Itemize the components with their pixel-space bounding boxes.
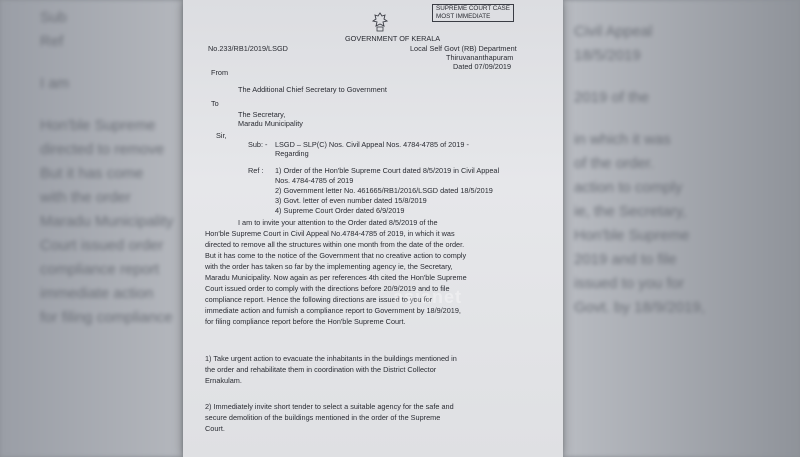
background-text-line: ie, the Secretary, <box>574 203 687 220</box>
to-label: To <box>211 99 219 108</box>
reference-item: 2) Government letter No. 461665/RB1/2016/LSGD dated 18/5/2019 <box>275 186 493 195</box>
direction-line: 2) Immediately invite short tender to select a suitable agency for the safe and <box>205 402 454 411</box>
to-line-2: Maradu Municipality <box>238 119 303 128</box>
background-text-line: Hon'ble Supreme <box>574 227 690 244</box>
subject-line-2: Regarding <box>275 149 309 158</box>
background-text-line: 2019 and to file <box>574 251 677 268</box>
direction-line: secure demolition of the buildings mentioned in the order of the Supreme <box>205 413 441 422</box>
background-blurred-left <box>0 0 183 457</box>
from-label: From <box>211 68 229 77</box>
background-text-line: for filing compliance <box>40 309 173 326</box>
body-line: with the order has taken so far by the implementing agency ie, the Secretary, <box>205 262 453 271</box>
reference-item: 3) Govt. letter of even number dated 15/8/2019 <box>275 196 427 205</box>
place: Thiruvananthapuram <box>446 53 514 62</box>
background-text-line: Civil Appeal <box>574 23 653 40</box>
reference-label: Ref : <box>248 166 264 175</box>
body-line: Court issued order to comply with the directions before 20/9/2019 and to file <box>205 284 450 293</box>
background-text-line: Hon'ble Supreme <box>40 117 156 134</box>
direction-line: Ernakulam. <box>205 376 242 385</box>
case-tag-line-2: MOST IMMEDIATE <box>436 13 491 20</box>
case-tag <box>432 4 514 22</box>
background-text-line: Ref <box>40 33 64 50</box>
background-blurred-right <box>562 0 800 457</box>
body-line: immediate action and furnish a compliance report to Government by 18/9/2019, <box>205 306 461 315</box>
background-text-line: issued to you for <box>574 275 685 292</box>
reference-item: Nos. 4784-4785 of 2019 <box>275 176 354 185</box>
reference-list <box>275 166 499 216</box>
body-line: Maradu Municipality. Now again as per references 4th cited the Hon'ble Supreme <box>205 273 467 282</box>
body-line: directed to remove all the structures within one month from the date of the order. <box>205 240 465 249</box>
background-text-line: with the order <box>40 189 131 206</box>
background-text-line: in which it was <box>574 131 671 148</box>
reference-number: No.233/RB1/2019/LSGD <box>208 44 288 53</box>
direction-line: Court. <box>205 424 225 433</box>
watermark: asianet <box>393 287 463 307</box>
background-text-line: immediate action <box>40 285 154 302</box>
background-text-line: But it has come <box>40 165 144 182</box>
letter-date: Dated 07/09/2019 <box>453 62 512 71</box>
body-line: for filing compliance report before the Hon'ble Supreme Court. <box>205 317 406 326</box>
reference-item: 1) Order of the Hon'ble Supreme Court dated 8/5/2019 in Civil Appeal <box>275 166 500 175</box>
department: Local Self Govt (RB) Department <box>410 44 517 53</box>
background-text-line: I am <box>40 75 70 92</box>
direction-line: the order and rehabilitate them in coordination with the District Collector <box>205 365 437 374</box>
body-line: compliance report. Hence the following directions are issued to you for <box>205 295 433 304</box>
body-line: Hon'ble Supreme Court in Civil Appeal No.4784-4785 of 2019, in which it was <box>205 229 455 238</box>
background-text-line: Govt. by 18/9/2019, <box>574 299 705 316</box>
direction-line: 1) Take urgent action to evacuate the inhabitants in the buildings mentioned in <box>205 354 457 363</box>
background-text-line: of the order. <box>574 155 655 172</box>
background-text-line: directed to remove <box>40 141 165 158</box>
subject-label: Sub: - <box>248 140 268 149</box>
letter-page <box>183 0 563 457</box>
background-text-line: Maradu Municipality <box>40 213 174 230</box>
issuer: GOVERNMENT OF KERALA <box>345 34 441 43</box>
reference-item: 4) Supreme Court Order dated 6/9/2019 <box>275 206 405 215</box>
to-line-1: The Secretary, <box>238 110 286 119</box>
background-text-line: compliance report <box>40 261 160 278</box>
case-tag-line-1: SUPREME COURT CASE <box>436 5 510 12</box>
background-text-line: Court issued order <box>40 237 164 254</box>
background-text-line: 18/5/2019 <box>574 47 641 64</box>
from-value: The Additional Chief Secretary to Government <box>238 85 387 94</box>
background-text-line: 2019 of the <box>574 89 650 106</box>
body-line: But it has come to the notice of the Government that no creative action to comply <box>205 251 467 260</box>
salutation: Sir, <box>216 131 227 140</box>
background-text-line: action to comply <box>574 179 683 196</box>
kerala-emblem-icon <box>372 12 388 32</box>
subject-line-1: LSGD – SLP(C) Nos. Civil Appeal Nos. 4784-4785 of 2019 - <box>275 140 469 149</box>
background-text-line: Sub <box>40 9 67 26</box>
body-line: I am to invite your attention to the Order dated 8/5/2019 of the <box>238 218 438 227</box>
